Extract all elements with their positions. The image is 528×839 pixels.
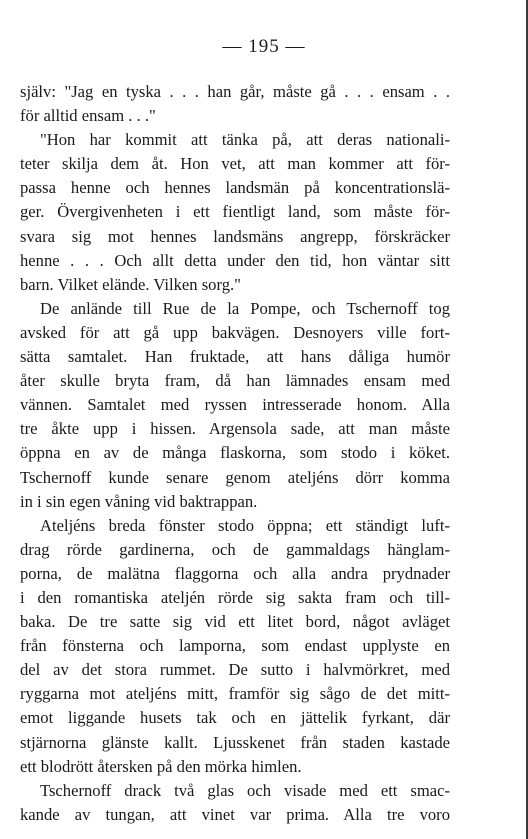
- text-line: "Hon har kommit att tänka på, att deras nationali-: [40, 130, 450, 150]
- text-line: stjärnorna glänste kallt. Ljusskenet från staden kastade: [20, 732, 450, 752]
- text-line: Ateljéns breda fönster stodo öppna; ett ständigt luft-: [40, 515, 450, 535]
- text-line: avsked för att gå upp bakvägen. Desnoyers ville fort-: [20, 322, 450, 342]
- text-line: drag rörde gardinerna, och de gammaldags hänglam-: [20, 539, 450, 559]
- paragraph: [20, 297, 450, 514]
- text-line: för alltid ensam . . .": [20, 106, 156, 126]
- text-line: Tschernoff drack två glas och visade med ett smac-: [40, 780, 450, 800]
- text-line: kande av tungan, att vinet var prima. Alla tre voro: [20, 804, 450, 824]
- text-line: teter skilja dem åt. Hon vet, att man kommer att för-: [20, 154, 450, 174]
- text-line: henne . . . Och allt detta under den tid, hon väntar sitt: [20, 250, 450, 270]
- text-line: sätta samtalet. Han fruktade, att hans dåliga humör: [20, 347, 450, 367]
- paragraph: [20, 128, 450, 297]
- text-line: emot liggande husets tak och en jättelik fyrkant, där: [20, 708, 450, 728]
- text-line: in i sin egen våning vid baktrappan.: [20, 491, 258, 511]
- text-line: ett blodrött återsken på den mörka himlen.: [20, 756, 302, 776]
- text-line: baka. De tre satte sig vid ett litet bord, något avläget: [20, 612, 450, 632]
- paragraph: [20, 80, 450, 128]
- paragraph: [20, 779, 450, 827]
- text-line: svara sig mot hennes landsmäns angrepp, förskräcker: [20, 226, 450, 246]
- text-line: själv: "Jag en tyska . . . han går, måste gå . . . ensam . .: [20, 82, 450, 101]
- text-line: vännen. Samtalet med ryssen intresserade honom. Alla: [20, 395, 450, 415]
- text-line: porna, de malätna flaggorna och alla andra prydnader: [20, 563, 450, 583]
- text-line: ryggarna mot ateljéns mitt, framför sig sågo de det mitt-: [20, 684, 450, 704]
- text-line: De anlände till Rue de la Pompe, och Tschernoff tog: [40, 298, 450, 318]
- text-line: del av det stora rummet. De sutto i halvmörkret, med: [20, 660, 450, 680]
- text-line: tre åkte upp i hissen. Argensola sade, att man måste: [20, 419, 450, 439]
- text-line: öppna en av de många flaskorna, som stodo i köket.: [20, 443, 450, 463]
- page-number: — 195 —: [222, 36, 306, 57]
- text-line: Tschernoff kunde senare genom ateljéns dörr komma: [20, 467, 450, 487]
- text-line: i den romantiska ateljén rörde sig sakta fram och till-: [20, 587, 450, 607]
- text-line: passa henne och hennes landsmän på koncentrationslä-: [20, 178, 450, 198]
- paragraph: [20, 514, 450, 779]
- body-text: [20, 80, 450, 827]
- text-line: barn. Vilket elände. Vilken sorg.": [20, 274, 241, 294]
- text-line: från fönsterna och lamporna, som endast upplyste en: [20, 636, 450, 656]
- text-line: ger. Övergivenheten i ett fientligt land, som måste för-: [20, 202, 450, 222]
- text-line: åter skulle bryta fram, då han lämnades ensam med: [20, 371, 450, 391]
